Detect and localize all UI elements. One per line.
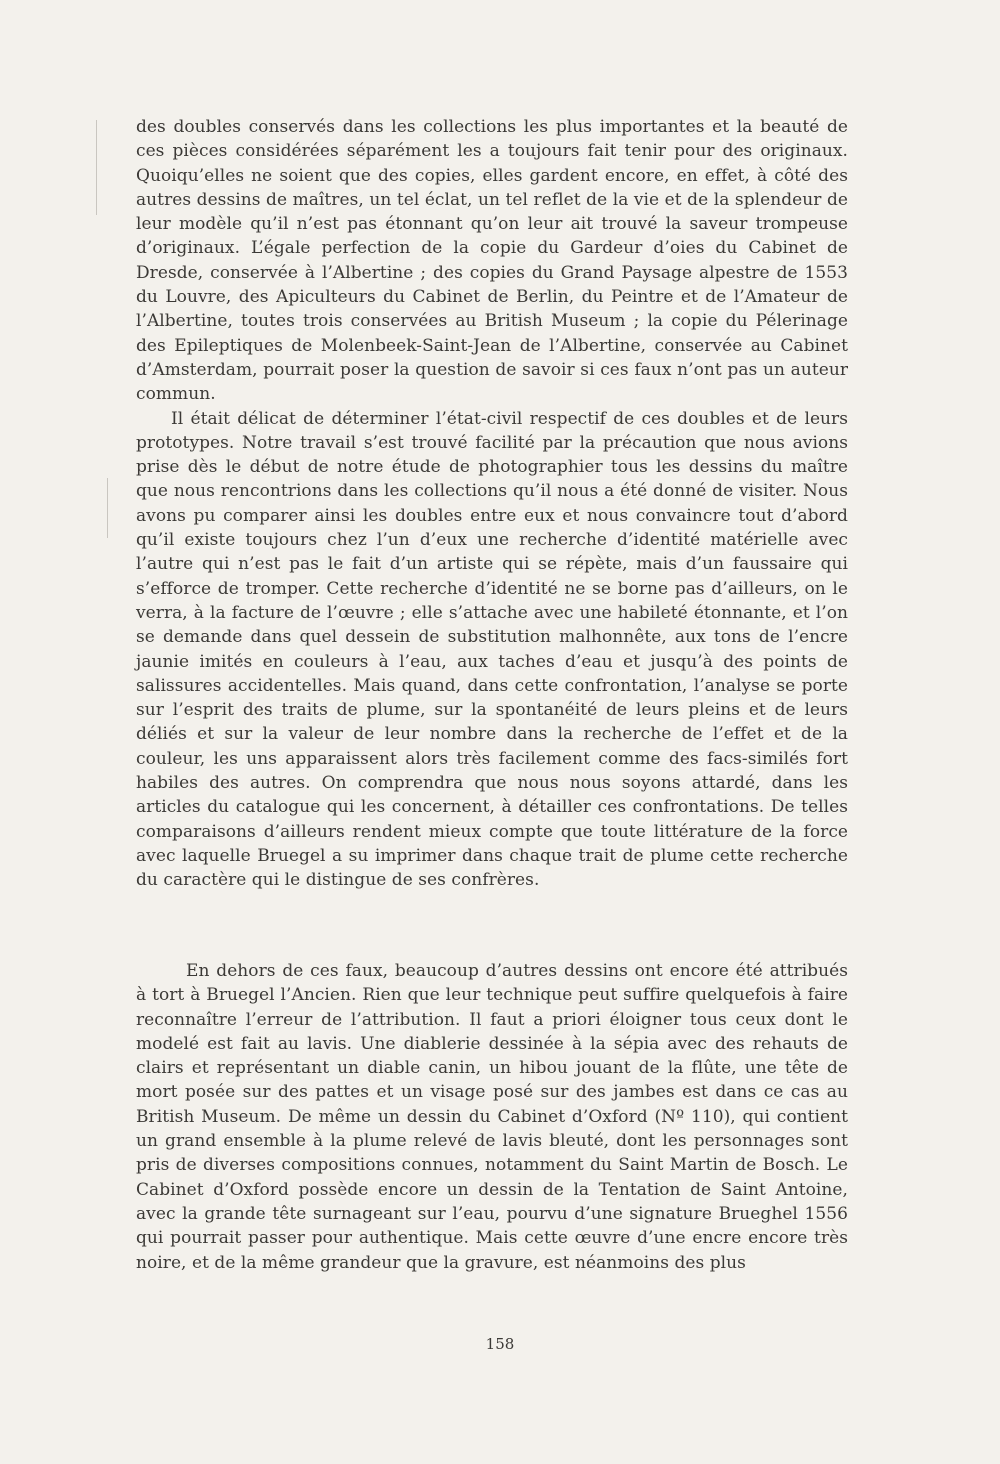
paragraph: Il était délicat de déterminer l’état-civil respectif de ces doubles et de leurs prototypes. Notre travail s’est trouvé facilité par la précaution que nous avions prise dès le début de notre étude de photographier tous les dessins du maître que nous rencontrions dans les collections qu’il nous a été donné de visiter. Nous avons pu comparer ainsi les doubles entre eux et nous convaincre tout d’abord qu’il existe toujours chez l’un d’eux une recherche d’identité matérielle avec l’autre qui n’est pas le fait d’un artiste qui se répète, mais d’un faussaire qui s’efforce de tromper. Cette recherche d’identité ne se borne pas d’ailleurs, on le verra, à la facture de l’œuvre ; elle s’attache avec une habileté étonnante, et l’on se demande dans quel dessein de substitution malhonnête, aux tons de l’encre jaunie imités en couleurs à l’eau, aux taches d’eau et jusqu’à des points de salissures accidentelles. Mais quand, dans cette confrontation, l’analyse se porte sur l’esprit des traits de plume, sur la spontanéité de leurs pleins et de leurs déliés et sur la valeur de leur nombre dans la recherche de l’effet et de la couleur, les uns apparaissent alors très facilement comme des facs-similés fort habiles des autres. On comprendra que nous nous soyons attardé, dans les articles du catalogue qui les concernent, à détailler ces confrontations. De telles comparaisons d’ailleurs rendent mieux compte que toute littérature de la force avec laquelle Bruegel a su imprimer dans chaque trait de plume cette recherche du caractère qui le distingue de ses confrères. [136,408,848,891]
paragraph-continuation: des doubles conservés dans les collections les plus importantes et la beauté de ces pièces considérées séparément les a toujours fait tenir pour des originaux. Quoiqu’elles ne soient que des copies, elles gardent encore, en effet, à côté des autres dessins de maîtres, un tel éclat, un tel reflet de la vie et de la splendeur de leur modèle qu’il n’est pas étonnant qu’on leur ait trouvé la saveur trompeuse d’originaux. L’égale perfection de la copie du Gardeur d’oies du Cabinet de Dresde, conservée à l’Albertine ; des copies du Grand Paysage alpestre de 1553 du Louvre, des Apiculteurs du Cabinet de Berlin, du Peintre et de l’Amateur de l’Albertine, toutes trois conservées au British Museum ; la copie du Pélerinage des Epileptiques de Molenbeek-Saint-Jean de l’Albertine, conservée au Cabinet d’Amsterdam, pourrait poser la question de savoir si ces faux n’ont pas un auteur commun. [136,117,848,405]
page-number: 158 [485,1335,515,1353]
paragraph: En dehors de ces faux, beaucoup d’autres dessins ont encore été attribués à tort à Bruegel l’Ancien. Rien que leur technique peut suffire quelquefois à faire reconnaître l’erreur de l’attribution. Il faut a priori éloigner tous ceux dont le modelé est fait au lavis. Une diablerie dessinée à la sépia avec des rehauts de clairs et représentant un diable canin, un hibou jouant de la flûte, une tête de mort posée sur des pattes et un visage posé sur des jambes est dans ce cas au British Museum. De même un dessin du Cabinet d’Oxford (Nº 110), qui contient un grand ensemble à la plume relevé de lavis bleuté, dont les personnages sont pris de diverses compositions connues, notamment du Saint Martin de Bosch. Le Cabinet d’Oxford possède encore un dessin de la Tentation de Saint Antoine, avec la grande tête surnageant sur l’eau, pourvu d’une signature Brueghel 1556 qui pourrait passer pour authentique. Mais cette œuvre d’une encre encore très noire, et de la même grandeur que la gravure, est néanmoins des plus [136,961,848,1273]
margin-pencil-mark [96,120,97,215]
margin-pencil-mark [107,478,108,538]
body-text-lower [136,959,848,1275]
body-text-upper [136,115,848,893]
